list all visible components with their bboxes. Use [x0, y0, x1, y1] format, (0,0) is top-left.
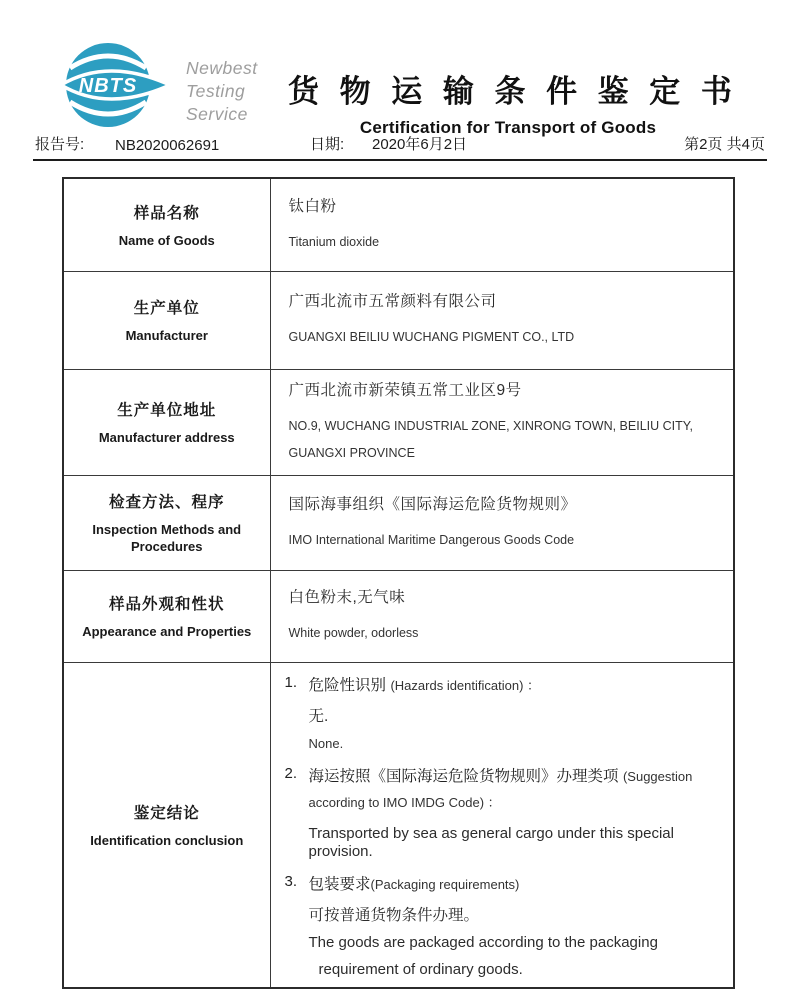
row-label-cn: 生产单位 [133, 300, 200, 317]
item-number: 2. [284, 764, 298, 782]
conclusion-row [63, 662, 734, 988]
document-title-en: Certification for Transport of Goods [359, 118, 657, 137]
logo-acronym-text: NBTS [78, 75, 138, 97]
item-heading-cn: 海运按照《国际海运危险货物规则》办理类项 [308, 767, 619, 785]
tagline-line-2: Testing [186, 81, 246, 101]
row-value-en: Titanium dioxide [288, 234, 380, 249]
certificate-table [62, 177, 735, 989]
report-number-label: 报告号: [35, 136, 85, 153]
row-value-cell [270, 178, 734, 271]
row-label-en: Name of Goods [118, 232, 215, 248]
row-label-en: Manufacturer address [98, 430, 235, 445]
row-label-en: Inspection Methods and Procedures [92, 522, 242, 554]
tagline-line-3: Service [186, 104, 248, 124]
item-heading-cn: 危险性识别 [308, 676, 387, 694]
item-heading-cn: 包装要求 [308, 875, 371, 893]
tagline-line-1: Newbest [186, 58, 258, 78]
item-line: requirement of ordinary goods. [318, 960, 523, 978]
row-value-en: White powder, odorless [288, 626, 419, 640]
row-label-cell [63, 369, 270, 475]
document-title-block [288, 66, 738, 138]
row-value-cell [270, 369, 734, 475]
row-label-cell [63, 271, 270, 369]
row-label-cell [63, 475, 270, 570]
conclusion-item-2 [285, 764, 720, 861]
conclusion-value-cell [270, 662, 734, 988]
row-value-cn: 广西北流市五常颜料有限公司 [288, 293, 497, 310]
row-label-cn: 样品外观和性状 [108, 596, 225, 613]
item-number: 3. [284, 872, 298, 890]
conclusion-label-en: Identification conclusion [90, 832, 244, 848]
row-label-cn: 检查方法、程序 [108, 494, 225, 511]
item-line: None. [308, 735, 344, 751]
date-value: 2020年6月2日 [372, 136, 468, 153]
conclusion-item-3 [285, 872, 720, 979]
table-row [63, 178, 734, 271]
item-line: Transported by sea as general cargo under this special provision. [308, 824, 674, 860]
page-info: 第2页 共4页 [684, 136, 765, 153]
row-value-cell [270, 570, 734, 662]
row-value-cell [270, 271, 734, 369]
conclusion-label-cell [63, 662, 270, 988]
item-heading-en: (Packaging requirements) [370, 876, 520, 892]
row-value-en: GUANGXI BEILIU WUCHANG PIGMENT CO., LTD [288, 330, 575, 344]
row-label-cell [63, 570, 270, 662]
item-heading [309, 872, 720, 898]
item-heading [309, 673, 720, 699]
row-value-en: NO.9, WUCHANG INDUSTRIAL ZONE, XINRONG TOWN, BEILIU CITY, GUANGXI PROVINCE [288, 418, 693, 460]
row-label-cn: 样品名称 [133, 204, 200, 222]
item-line: The goods are packaged according to the packaging [308, 933, 658, 951]
report-meta-row [33, 134, 767, 161]
table-row [63, 369, 734, 475]
row-label-cn: 生产单位地址 [117, 402, 217, 419]
document-title-cn: 货 物 运 输 条 件 鉴 定 书 [288, 74, 738, 109]
table-row [63, 475, 734, 570]
row-value-en: IMO International Maritime Dangerous Goods Code [288, 532, 575, 547]
row-value-cn: 白色粉末,无气味 [288, 589, 406, 606]
row-label-cell [63, 178, 270, 271]
row-value-cell [270, 475, 734, 570]
table-row [63, 570, 734, 662]
row-value-cn: 广西北流市新荣镇五常工业区9号 [288, 381, 522, 399]
item-number: 1. [284, 673, 298, 691]
conclusion-label-cn: 鉴定结论 [133, 804, 200, 822]
table-row [63, 271, 734, 369]
item-line: 可按普通货物条件办理。 [308, 906, 480, 924]
item-heading-en: (Hazards identification) ： [390, 677, 541, 693]
conclusion-item-1 [285, 673, 720, 753]
item-heading-en: (Suggestion according to IMO IMDG Code) ： [308, 768, 693, 810]
item-heading [309, 764, 720, 816]
row-label-en: Manufacturer [125, 328, 208, 343]
row-value-cn: 钛白粉 [288, 197, 337, 215]
date-label: 日期: [310, 136, 345, 153]
nbts-logo [60, 40, 172, 130]
report-number-value: NB2020062691 [115, 137, 220, 154]
row-label-en: Appearance and Properties [82, 624, 252, 639]
item-line: 无. [308, 707, 329, 725]
logo-tagline [186, 57, 258, 126]
row-value-cn: 国际海事组织《国际海运危险货物规则》 [288, 495, 577, 513]
